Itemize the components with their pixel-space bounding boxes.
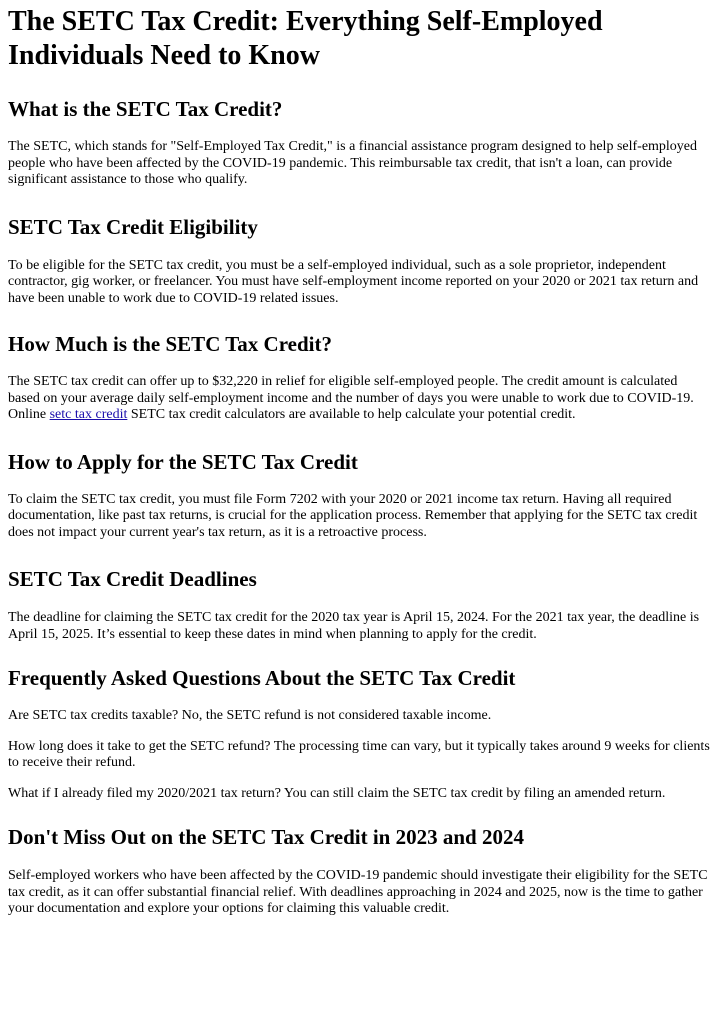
paragraph-text-after-link: SETC tax credit calculators are available to help calculate your potential credit.	[127, 407, 576, 422]
article	[0, 5, 720, 918]
section-paragraph	[8, 374, 712, 424]
section-heading: Frequently Asked Questions About the SETC Tax Credit	[8, 666, 516, 690]
section-paragraph: The SETC, which stands for "Self-Employed Tax Credit," is a financial assistance program designed to help self-employed people who have been affected by the COVID-19 pandemic. This reimbursable tax credit, that isn't a loan, can provide significant assistance to those who qualify.	[8, 139, 698, 187]
section-faq	[8, 665, 712, 802]
section-what-is	[8, 96, 712, 189]
paragraph-text-before-link: The SETC tax credit can offer up to $32,220 in relief for eligible self-employed people. The credit amount is calculated based on your average daily self-employment income and the number of days you were unable to work due to COVID-19. Online	[8, 374, 694, 422]
faq-item: What if I already filed my 2020/2021 tax return? You can still claim the SETC tax credit by filing an amended return.	[8, 785, 666, 801]
section-heading: SETC Tax Credit Eligibility	[8, 214, 258, 239]
section-how-much	[8, 331, 712, 424]
section-heading: What is the SETC Tax Credit?	[8, 97, 283, 121]
section-dont-miss-out	[8, 824, 712, 918]
section-deadlines	[8, 566, 712, 643]
section-heading: How Much is the SETC Tax Credit?	[8, 332, 332, 356]
section-paragraph: To be eligible for the SETC tax credit, you must be a self-employed individual, such as a sole proprietor, independent contractor, gig worker, or freelancer. You must have self-employment income reported on your 2020 or 2021 tax return and have been unable to work due to COVID-19 related issues.	[8, 257, 699, 306]
faq-item: Are SETC tax credits taxable? No, the SETC refund is not considered taxable income.	[8, 708, 492, 723]
section-paragraph: The deadline for claiming the SETC tax credit for the 2020 tax year is April 15, 2024. For the 2021 tax year, the deadline is April 15, 2025. It’s essential to keep these dates in mind when planning to apply for the credit.	[8, 610, 700, 642]
section-paragraph: Self-employed workers who have been affected by the COVID-19 pandemic should investigate their eligibility for the SETC tax credit, as it can offer substantial financial relief. With deadlines approaching in 2024 and 2025, now is the time to gather your documentation and explore your options for claiming this valuable credit.	[8, 868, 708, 916]
section-how-to-apply	[8, 449, 712, 542]
section-heading: Don't Miss Out on the SETC Tax Credit in 2023 and 2024	[8, 825, 524, 849]
setc-tax-credit-link[interactable]: setc tax credit	[49, 407, 128, 422]
section-heading: How to Apply for the SETC Tax Credit	[8, 449, 358, 474]
section-heading: SETC Tax Credit Deadlines	[8, 567, 257, 591]
faq-item: How long does it take to get the SETC refund? The processing time can vary, but it typically takes around 9 weeks for clients to receive their refund.	[8, 738, 710, 770]
section-eligibility	[8, 214, 712, 308]
section-paragraph: To claim the SETC tax credit, you must file Form 7202 with your 2020 or 2021 income tax return. Having all required documentation, like past tax returns, is crucial for the application process. Remember that applying for the SETC tax credit does not impact your current year's tax return, as it is a retroactive process.	[8, 491, 698, 540]
page-title: The SETC Tax Credit: Everything Self-Employed Individuals Need to Know	[8, 6, 603, 71]
